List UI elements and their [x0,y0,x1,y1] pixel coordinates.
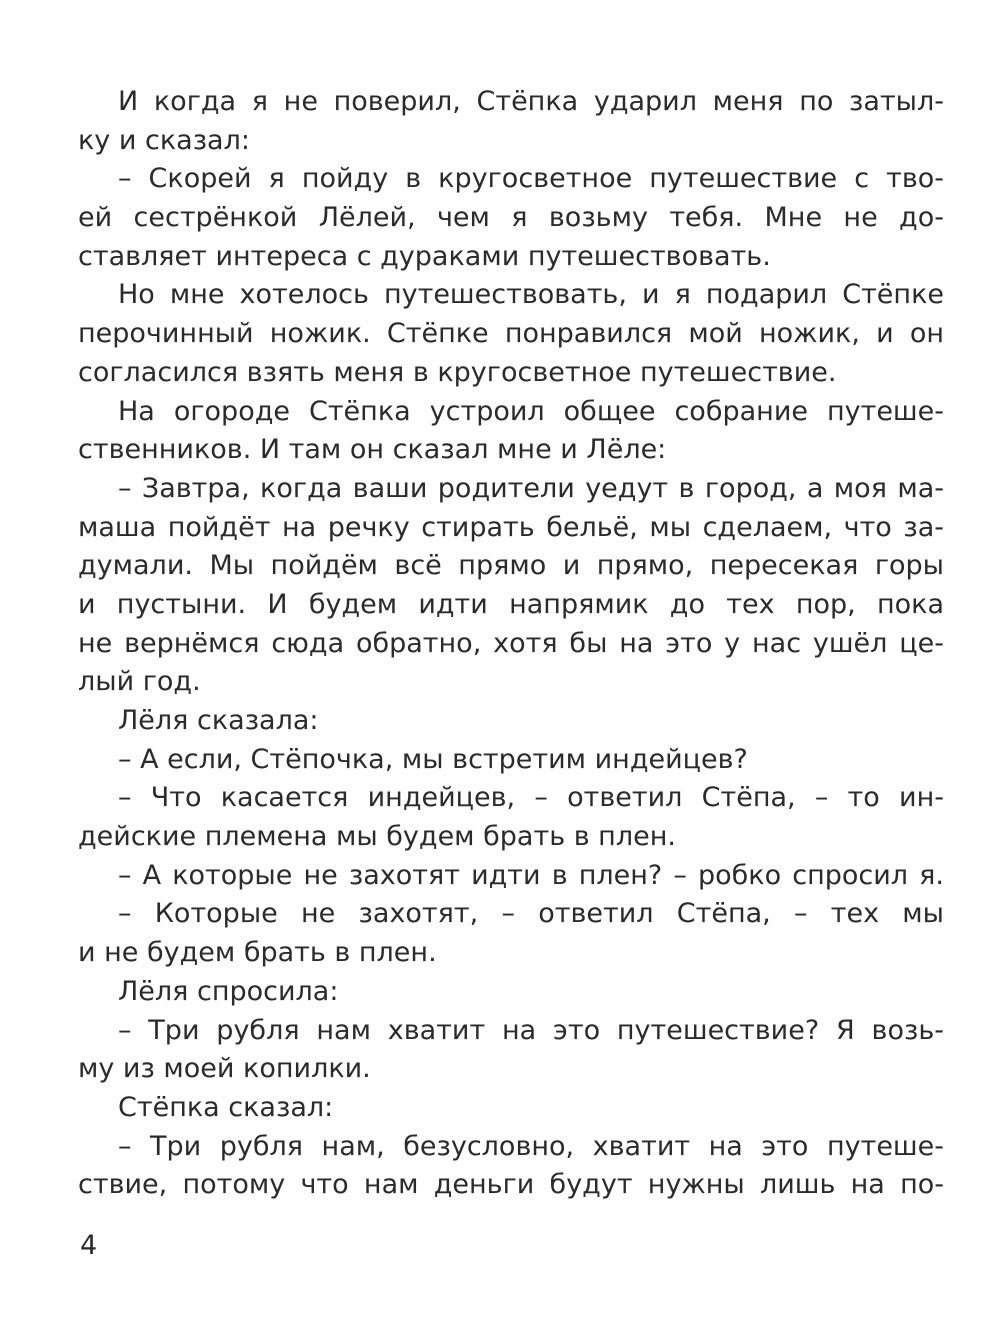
text-line: – Которые не захотят, – ответил Стёпа, – тех мы [118,898,944,930]
text-line: и пустыни. И будем идти напрямик до тех пор, пока [78,588,944,620]
text-line: Лёля сказала: [118,705,319,736]
text-line: – Три рубля нам хватит на это путешествие? Я возь- [118,1014,944,1046]
text-line: На огороде Стёпка устроил общее собрание путеше- [118,395,944,427]
text-line: ствие, потому что нам деньги будут нужны лишь на по- [78,1169,944,1201]
text-line: ку и сказал: [78,124,250,156]
text-line: – Что касается индейцев, – ответил Стёпа, – то ин- [118,782,944,814]
text-line: ставляет интереса с дураками путешествовать. [78,240,771,272]
text-line: ей сестрёнкой Лёлей, чем я возьму тебя. Мне не до- [78,202,944,234]
text-line: ственников. И там он сказал мне и Лёле: [78,434,667,466]
text-line: лый год. [78,666,201,698]
text-line: – Завтра, когда ваши родители уедут в город, а моя ма- [118,472,944,504]
text-line: – Скорей я пойду в кругосветное путешествие с тво- [118,163,944,195]
text-line: Но мне хотелось путешествовать, и я подарил Стёпке [118,279,944,311]
text-line: И когда я не поверил, Стёпка ударил меня по затыл- [118,86,944,117]
text-line: маша пойдёт на речку стирать бельё, мы сделаем, что за- [78,511,944,543]
text-line: согласился взять меня в кругосветное путешествие. [78,356,837,388]
text-line: Стёпка сказал: [118,1091,334,1123]
text-line: Лёля спросила: [118,975,339,1007]
text-line: думали. Мы пойдём всё прямо и прямо, пересекая горы [78,550,944,582]
text-line: – А если, Стёпочка, мы встретим индейцев? [118,743,748,775]
text-line: перочинный ножик. Стёпке понравился мой ножик, и он [78,318,944,350]
text-line: дейские племена мы будем брать в плен. [78,821,676,853]
text-line: – А которые не захотят идти в плен? – робко спросил я. [118,859,944,891]
page-number: 4 [80,1230,98,1261]
text-line: не вернёмся сюда обратно, хотя бы на это у нас ушёл це- [78,627,944,659]
text-line: му из моей копилки. [78,1053,371,1085]
text-line: и не будем брать в плен. [78,937,437,969]
text-line: – Три рубля нам, безусловно, хватит на это путеше- [118,1130,944,1162]
page-text [78,83,944,1205]
